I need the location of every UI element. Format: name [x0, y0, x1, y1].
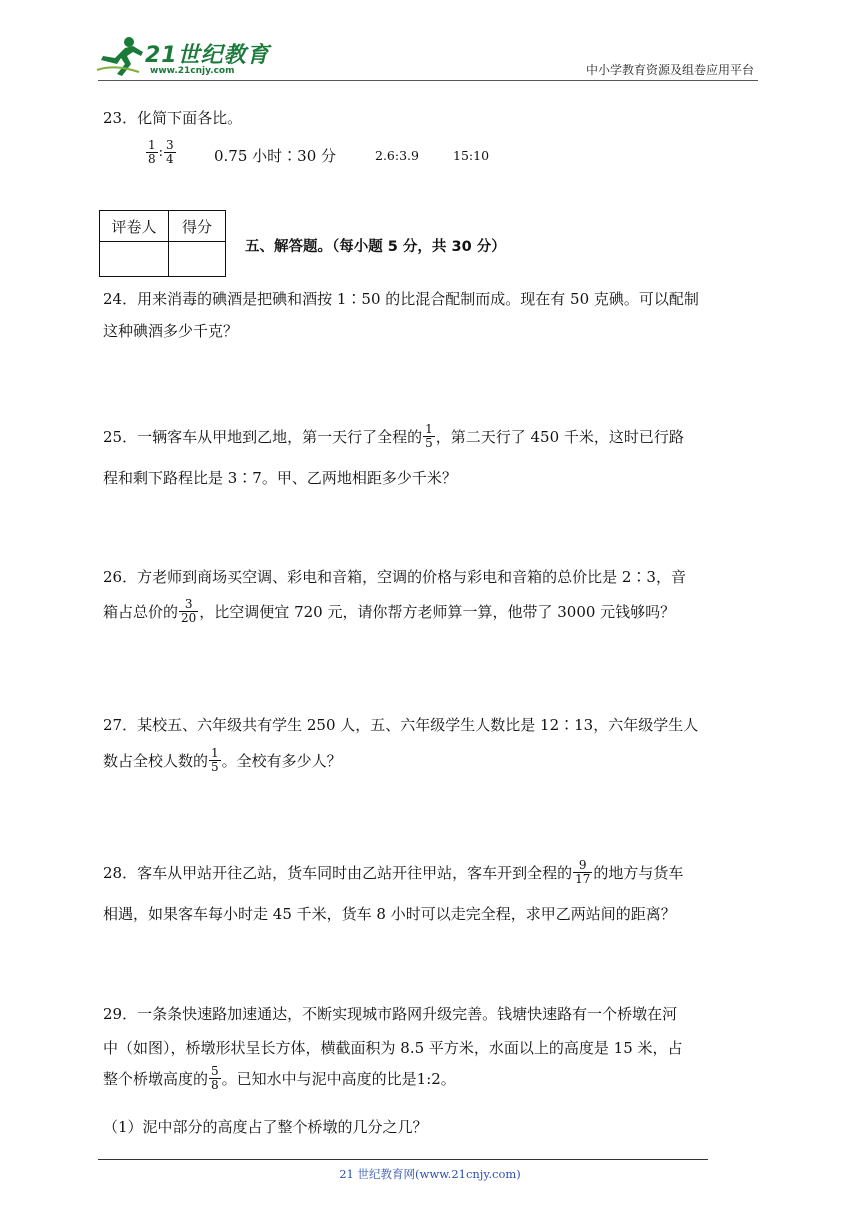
q29-line2: 中（如图），桥墩形状呈长方体，横截面积为 8.5 平方米，水面以上的高度是 15 米，占	[103, 1039, 683, 1057]
score-header: 得分	[169, 211, 226, 242]
q25-line2: 程和剩下路程比是 3∶7。甲、乙两地相距多少千米？	[103, 469, 457, 487]
q29-line3: 整个桥墩高度的 $\frac{5}{8}$ 。已知水中与泥中高度的比是1:2。	[103, 1064, 456, 1092]
header-platform-text: 中小学教育资源及组卷应用平台	[585, 63, 754, 77]
grader-header: 评卷人	[100, 211, 169, 242]
fraction: $\frac{3}{20}$	[181, 597, 197, 625]
q26-line1: 26．方老师到商场买空调、彩电和音箱，空调的价格与彩电和音箱的总价比是 2∶3，音	[103, 568, 686, 586]
fraction: $\frac{1}{5}$	[425, 422, 433, 450]
q23-item3: 2.6:3.9	[375, 148, 419, 163]
score-cell[interactable]	[169, 242, 226, 277]
q23-item1: $\frac{1}{8}$ : $\frac{3}{4}$	[148, 138, 174, 166]
q26-line2: 箱占总价的 $\frac{3}{20}$ ，比空调便宜 720 元，请你帮方老师算一算，他带了 3000 元钱够吗？	[103, 597, 676, 625]
grader-cell[interactable]	[100, 242, 169, 277]
fraction: $\frac{3}{4}$	[166, 138, 174, 166]
q28-line2: 相遇，如果客车每小时走 45 千米，货车 8 小时可以走完全程，求甲乙两站间的距离？	[103, 905, 676, 923]
fraction: $\frac{1}{5}$	[211, 746, 219, 774]
q29-sub1: （1）泥中部分的高度占了整个桥墩的几分之几？	[103, 1118, 428, 1136]
q24-line2: 这种碘酒多少千克？	[103, 322, 239, 340]
runner-logo-icon	[95, 34, 145, 78]
footer-divider	[98, 1159, 708, 1160]
q25-line1: 25．一辆客车从甲地到乙地，第一天行了全程的 $\frac{1}{5}$ ，第二天行了 450 千米，这时已行路	[103, 422, 684, 450]
logo-url: www.21cnjy.com	[150, 66, 235, 76]
fraction: $\frac{9}{17}$	[575, 858, 591, 886]
q27-line1: 27．某校五、六年级共有学生 250 人，五、六年级学生人数比是 12∶13，六年级学生人	[103, 716, 699, 734]
q23-item4: 15:10	[453, 148, 490, 163]
fraction: $\frac{5}{8}$	[211, 1064, 219, 1092]
q23-label: 23．化简下面各比。	[103, 109, 243, 127]
q29-line1: 29．一条条快速路加速通达，不断实现城市路网升级完善。钱塘快速路有一个桥墩在河	[103, 1005, 678, 1023]
q27-line2: 数占全校人数的 $\frac{1}{5}$ 。全校有多少人？	[103, 746, 342, 774]
fraction: $\frac{1}{8}$	[148, 138, 156, 166]
logo-text: 21世纪教育	[145, 43, 270, 68]
header-divider	[98, 80, 758, 81]
q24-line1: 24．用来消毒的碘酒是把碘和酒按 1∶50 的比混合配制而成。现在有 50 克碘。可以配制	[103, 290, 699, 308]
footer-link[interactable]: 21 世纪教育网(www.21cnjy.com)	[339, 1167, 521, 1181]
score-table	[99, 210, 226, 277]
section-title: 五、解答题。（每小题 5 分，共 30 分）	[245, 239, 506, 255]
q23-item2: 0.75 小时∶30 分	[214, 147, 337, 165]
q28-line1: 28．客车从甲站开往乙站，货车同时由乙站开往甲站，客车开到全程的 $\frac{9}{17}$ 的地方与货车	[103, 858, 684, 886]
